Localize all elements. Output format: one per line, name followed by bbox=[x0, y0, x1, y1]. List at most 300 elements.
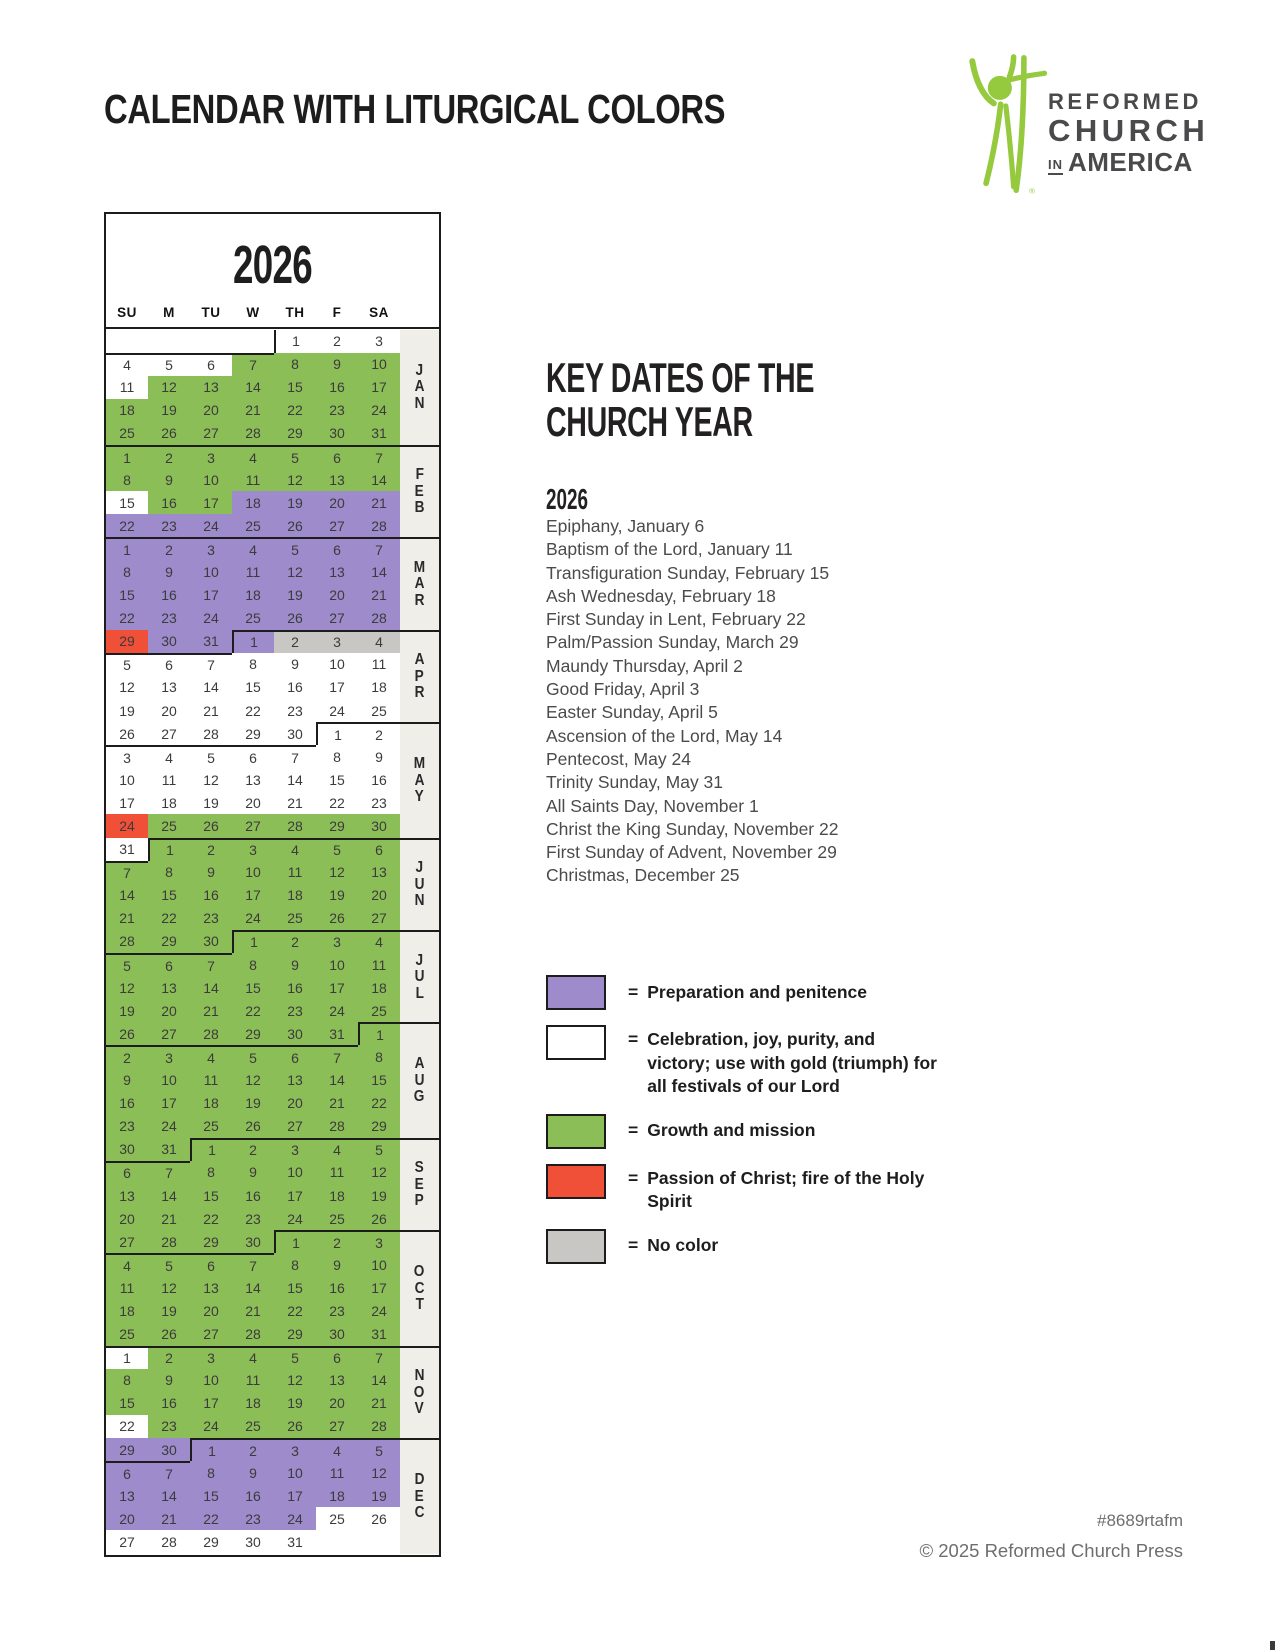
day-cell: 12 bbox=[358, 1161, 400, 1184]
weekday-label: SA bbox=[369, 305, 389, 320]
day-cell: 5 bbox=[232, 1045, 274, 1068]
day-cell: 27 bbox=[106, 1230, 148, 1253]
day-cell: 16 bbox=[232, 1484, 274, 1507]
day-cell bbox=[316, 1530, 358, 1553]
day-cell: 13 bbox=[274, 1069, 316, 1092]
day-cell: 21 bbox=[358, 491, 400, 514]
day-cell: 4 bbox=[106, 1253, 148, 1276]
day-cell: 14 bbox=[190, 676, 232, 699]
day-cell: 7 bbox=[190, 653, 232, 676]
day-cell: 5 bbox=[190, 745, 232, 768]
month-label-apr bbox=[400, 630, 439, 722]
day-cell: 28 bbox=[274, 814, 316, 837]
day-cell bbox=[190, 330, 232, 353]
day-cell: 5 bbox=[358, 1138, 400, 1161]
day-cell: 30 bbox=[148, 630, 190, 653]
day-cell: 4 bbox=[358, 630, 400, 653]
day-cell: 10 bbox=[232, 861, 274, 884]
day-cell: 25 bbox=[232, 607, 274, 630]
day-cell: 9 bbox=[274, 653, 316, 676]
day-cell: 7 bbox=[358, 537, 400, 560]
day-cell: 30 bbox=[106, 1138, 148, 1161]
day-cell: 24 bbox=[190, 607, 232, 630]
day-cell: 9 bbox=[316, 353, 358, 376]
weekday-header-row bbox=[106, 305, 400, 320]
month-label-letter: N bbox=[414, 1367, 425, 1385]
day-cell: 21 bbox=[148, 1207, 190, 1230]
day-cell: 25 bbox=[358, 999, 400, 1022]
key-date-item: Ash Wednesday, February 18 bbox=[546, 585, 776, 606]
day-cell: 27 bbox=[190, 1323, 232, 1346]
day-cell: 22 bbox=[148, 907, 190, 930]
day-cell: 18 bbox=[232, 1392, 274, 1415]
day-cell: 27 bbox=[316, 1415, 358, 1438]
month-label-sep bbox=[400, 1138, 439, 1230]
day-cell: 5 bbox=[148, 1253, 190, 1276]
month-label-letter: F bbox=[415, 466, 424, 484]
day-cell: 21 bbox=[148, 1507, 190, 1530]
day-cell: 5 bbox=[106, 953, 148, 976]
legend-swatch bbox=[546, 975, 606, 1010]
day-cell: 27 bbox=[106, 1530, 148, 1553]
day-cell: 9 bbox=[148, 1369, 190, 1392]
day-cell: 10 bbox=[358, 353, 400, 376]
day-cell: 15 bbox=[232, 676, 274, 699]
day-cell: 17 bbox=[358, 1276, 400, 1299]
day-cell: 1 bbox=[358, 1022, 400, 1045]
month-label-letter: J bbox=[415, 859, 424, 877]
legend-swatch bbox=[546, 1229, 606, 1264]
weekday-label: TU bbox=[201, 305, 221, 320]
day-cell: 25 bbox=[148, 814, 190, 837]
day-cell: 3 bbox=[190, 537, 232, 560]
day-cell: 4 bbox=[106, 353, 148, 376]
day-cell: 16 bbox=[148, 491, 190, 514]
day-cell: 1 bbox=[232, 930, 274, 953]
day-cell: 28 bbox=[190, 1022, 232, 1045]
key-dates-heading bbox=[546, 356, 814, 444]
legend-item bbox=[546, 1229, 1006, 1264]
day-cell: 18 bbox=[358, 676, 400, 699]
day-cell: 18 bbox=[232, 584, 274, 607]
day-cell: 15 bbox=[190, 1484, 232, 1507]
day-cell: 31 bbox=[106, 838, 148, 861]
day-cell: 15 bbox=[316, 768, 358, 791]
day-cell: 19 bbox=[106, 699, 148, 722]
footer-copyright: © 2025 Reformed Church Press bbox=[919, 1540, 1183, 1561]
day-cell: 30 bbox=[316, 422, 358, 445]
day-cell: 12 bbox=[316, 861, 358, 884]
month-label-jan bbox=[400, 330, 439, 446]
day-cell: 12 bbox=[232, 1069, 274, 1092]
day-cell: 29 bbox=[190, 1530, 232, 1553]
day-cell: 5 bbox=[274, 537, 316, 560]
day-cell: 1 bbox=[106, 445, 148, 468]
legend-item bbox=[546, 1114, 1006, 1149]
day-cell: 10 bbox=[358, 1253, 400, 1276]
day-cell: 24 bbox=[358, 1299, 400, 1322]
day-cell: 2 bbox=[148, 537, 190, 560]
day-cell: 15 bbox=[274, 376, 316, 399]
day-cell: 8 bbox=[232, 953, 274, 976]
key-date-item: Pentecost, May 24 bbox=[546, 748, 691, 769]
day-cell: 19 bbox=[274, 584, 316, 607]
day-cell: 20 bbox=[190, 1299, 232, 1322]
month-label-letter: U bbox=[414, 968, 425, 985]
month-label-letter: O bbox=[414, 1263, 425, 1281]
day-cell: 29 bbox=[316, 814, 358, 837]
day-cell: 7 bbox=[232, 353, 274, 376]
day-cell: 3 bbox=[190, 1346, 232, 1369]
day-cell: 2 bbox=[148, 1346, 190, 1369]
day-cell: 28 bbox=[232, 422, 274, 445]
day-cell: 5 bbox=[316, 838, 358, 861]
day-cell: 18 bbox=[190, 1092, 232, 1115]
day-cell: 15 bbox=[148, 884, 190, 907]
day-cell: 29 bbox=[274, 1323, 316, 1346]
day-cell: 18 bbox=[358, 976, 400, 999]
key-date-item: Palm/Passion Sunday, March 29 bbox=[546, 632, 799, 653]
day-cell: 1 bbox=[190, 1138, 232, 1161]
day-cell: 13 bbox=[316, 1369, 358, 1392]
legend-item bbox=[546, 1025, 1006, 1099]
day-cell: 20 bbox=[316, 1392, 358, 1415]
month-label-letter: L bbox=[415, 984, 424, 1002]
day-cell: 6 bbox=[148, 953, 190, 976]
day-cell: 19 bbox=[358, 1484, 400, 1507]
day-cell: 9 bbox=[190, 861, 232, 884]
day-cell: 3 bbox=[316, 630, 358, 653]
day-cell: 29 bbox=[190, 1230, 232, 1253]
day-cell: 17 bbox=[316, 676, 358, 699]
day-cell: 10 bbox=[148, 1069, 190, 1092]
day-cell bbox=[232, 330, 274, 353]
day-cell: 18 bbox=[316, 1484, 358, 1507]
month-label-letter: A bbox=[414, 651, 425, 669]
day-cell: 17 bbox=[148, 1092, 190, 1115]
month-label-letter: V bbox=[414, 1400, 425, 1418]
month-label-letter: J bbox=[415, 361, 424, 379]
key-dates-year: 2026 bbox=[546, 484, 588, 516]
day-cell: 22 bbox=[106, 607, 148, 630]
day-cell: 13 bbox=[358, 861, 400, 884]
day-cell: 24 bbox=[316, 999, 358, 1022]
day-cell: 13 bbox=[190, 376, 232, 399]
day-cell: 11 bbox=[148, 768, 190, 791]
day-cell: 23 bbox=[274, 699, 316, 722]
day-cell: 9 bbox=[232, 1461, 274, 1484]
day-cell: 14 bbox=[148, 1484, 190, 1507]
day-cell: 4 bbox=[274, 838, 316, 861]
key-date-item: Christmas, December 25 bbox=[546, 865, 740, 886]
day-cell: 19 bbox=[274, 1392, 316, 1415]
day-cell: 8 bbox=[106, 468, 148, 491]
legend-label: No color bbox=[647, 1235, 719, 1256]
day-cell: 13 bbox=[148, 976, 190, 999]
day-cell: 27 bbox=[148, 1022, 190, 1045]
day-cell: 21 bbox=[190, 999, 232, 1022]
day-cell: 20 bbox=[232, 791, 274, 814]
month-label-letter: R bbox=[414, 684, 425, 702]
day-cell: 2 bbox=[148, 445, 190, 468]
day-cell: 8 bbox=[106, 560, 148, 583]
month-label-letter: A bbox=[414, 378, 425, 395]
day-cell: 28 bbox=[358, 1415, 400, 1438]
legend-item bbox=[546, 975, 1006, 1010]
day-cell: 9 bbox=[274, 953, 316, 976]
day-cell: 23 bbox=[316, 399, 358, 422]
day-cell: 24 bbox=[274, 1507, 316, 1530]
day-cell: 29 bbox=[106, 630, 148, 653]
day-cell: 10 bbox=[106, 768, 148, 791]
weekday-label: W bbox=[246, 305, 260, 320]
day-cell: 10 bbox=[190, 560, 232, 583]
day-cell: 25 bbox=[358, 699, 400, 722]
month-label-dec bbox=[400, 1438, 439, 1554]
day-cell: 6 bbox=[190, 1253, 232, 1276]
key-date-item: Ascension of the Lord, May 14 bbox=[546, 725, 783, 746]
day-cell: 10 bbox=[316, 953, 358, 976]
legend-label: Celebration, joy, purity, and victory; use with gold (triumph) for all festivals of our Lord bbox=[647, 1029, 937, 1096]
day-cell: 7 bbox=[148, 1461, 190, 1484]
day-cell: 26 bbox=[106, 1022, 148, 1045]
day-cell: 16 bbox=[190, 884, 232, 907]
day-cell: 10 bbox=[274, 1461, 316, 1484]
day-cell: 11 bbox=[106, 1276, 148, 1299]
day-cell: 16 bbox=[274, 676, 316, 699]
day-cell: 1 bbox=[274, 1230, 316, 1253]
day-cell: 16 bbox=[274, 976, 316, 999]
day-cell: 11 bbox=[316, 1461, 358, 1484]
day-cell: 31 bbox=[358, 422, 400, 445]
day-cell: 13 bbox=[232, 768, 274, 791]
day-cell: 12 bbox=[358, 1461, 400, 1484]
day-cell: 1 bbox=[190, 1438, 232, 1461]
day-cell: 7 bbox=[274, 745, 316, 768]
month-label-letter: P bbox=[414, 1192, 425, 1210]
day-cell: 22 bbox=[358, 1092, 400, 1115]
day-cell: 15 bbox=[274, 1276, 316, 1299]
day-cell: 14 bbox=[232, 376, 274, 399]
day-cell: 27 bbox=[316, 607, 358, 630]
month-label-letter: M bbox=[413, 755, 426, 773]
month-label-letter: B bbox=[414, 499, 425, 517]
day-cell: 23 bbox=[274, 999, 316, 1022]
day-cell: 22 bbox=[190, 1207, 232, 1230]
day-cell: 20 bbox=[148, 699, 190, 722]
day-cell: 26 bbox=[148, 422, 190, 445]
day-cell: 15 bbox=[232, 976, 274, 999]
day-cell: 22 bbox=[316, 791, 358, 814]
day-cell: 3 bbox=[316, 930, 358, 953]
day-cell: 2 bbox=[232, 1438, 274, 1461]
key-date-item: Christ the King Sunday, November 22 bbox=[546, 818, 839, 839]
day-cell: 17 bbox=[358, 376, 400, 399]
day-cell: 13 bbox=[106, 1184, 148, 1207]
day-cell: 24 bbox=[316, 699, 358, 722]
day-cell: 12 bbox=[274, 1369, 316, 1392]
day-cell: 22 bbox=[274, 1299, 316, 1322]
day-cell: 8 bbox=[316, 745, 358, 768]
day-cell: 26 bbox=[358, 1207, 400, 1230]
day-cell: 9 bbox=[316, 1253, 358, 1276]
day-cell bbox=[148, 330, 190, 353]
month-label-letter: T bbox=[415, 1296, 424, 1314]
day-cell: 4 bbox=[358, 930, 400, 953]
logo-line-reformed: REFORMED bbox=[1048, 89, 1202, 114]
day-cell: 24 bbox=[274, 1207, 316, 1230]
day-cell: 28 bbox=[106, 930, 148, 953]
day-cell: 19 bbox=[316, 884, 358, 907]
day-cell: 16 bbox=[148, 584, 190, 607]
day-cell: 17 bbox=[106, 791, 148, 814]
weekday-label: TH bbox=[285, 305, 305, 320]
day-cell bbox=[358, 1530, 400, 1553]
day-cell: 6 bbox=[232, 745, 274, 768]
legend-equals-sign: = bbox=[628, 1029, 639, 1049]
day-cell: 22 bbox=[190, 1507, 232, 1530]
day-cell: 18 bbox=[106, 1299, 148, 1322]
day-cell: 14 bbox=[358, 560, 400, 583]
day-cell: 8 bbox=[190, 1161, 232, 1184]
day-cell: 11 bbox=[232, 468, 274, 491]
day-cell: 2 bbox=[316, 330, 358, 353]
day-cell: 17 bbox=[274, 1184, 316, 1207]
day-cell: 2 bbox=[232, 1138, 274, 1161]
day-cell: 10 bbox=[190, 1369, 232, 1392]
day-cell: 19 bbox=[358, 1184, 400, 1207]
day-cell: 1 bbox=[106, 1346, 148, 1369]
day-cell: 28 bbox=[358, 607, 400, 630]
month-label-feb bbox=[400, 445, 439, 537]
day-cell: 27 bbox=[274, 1115, 316, 1138]
day-cell: 12 bbox=[106, 976, 148, 999]
day-cell: 20 bbox=[316, 491, 358, 514]
page-title: CALENDAR WITH LITURGICAL COLORS bbox=[104, 86, 726, 132]
day-cell: 14 bbox=[358, 1369, 400, 1392]
day-cell: 19 bbox=[148, 399, 190, 422]
day-cell: 24 bbox=[148, 1115, 190, 1138]
day-cell: 29 bbox=[148, 930, 190, 953]
day-cell: 23 bbox=[358, 791, 400, 814]
day-cell: 28 bbox=[358, 514, 400, 537]
day-cell: 20 bbox=[358, 884, 400, 907]
day-cell: 10 bbox=[316, 653, 358, 676]
key-dates-heading-line1: KEY DATES OF THE bbox=[546, 354, 815, 401]
key-date-item: Easter Sunday, April 5 bbox=[546, 702, 718, 723]
day-cell: 18 bbox=[148, 791, 190, 814]
legend-label: Preparation and penitence bbox=[647, 981, 868, 1002]
day-cell: 14 bbox=[232, 1276, 274, 1299]
month-label-letter: E bbox=[414, 482, 425, 500]
day-cell: 6 bbox=[148, 653, 190, 676]
day-cell: 14 bbox=[148, 1184, 190, 1207]
day-cell: 11 bbox=[106, 376, 148, 399]
legend-label: Growth and mission bbox=[647, 1120, 816, 1141]
day-cell: 15 bbox=[106, 584, 148, 607]
key-date-item: Trinity Sunday, May 31 bbox=[546, 772, 724, 793]
day-cell: 18 bbox=[106, 399, 148, 422]
logo-america-label: AMERICA bbox=[1068, 147, 1193, 177]
day-cell: 23 bbox=[148, 514, 190, 537]
day-cell: 29 bbox=[358, 1115, 400, 1138]
month-label-may bbox=[400, 722, 439, 838]
day-cell: 20 bbox=[274, 1092, 316, 1115]
month-label-nov bbox=[400, 1346, 439, 1438]
day-cell: 31 bbox=[190, 630, 232, 653]
day-cell: 28 bbox=[148, 1530, 190, 1553]
month-label-aug bbox=[400, 1022, 439, 1138]
day-cell: 16 bbox=[316, 376, 358, 399]
legend-item bbox=[546, 1164, 1006, 1214]
day-cell: 24 bbox=[358, 399, 400, 422]
day-cell: 26 bbox=[316, 907, 358, 930]
day-cell: 12 bbox=[148, 376, 190, 399]
month-label-letter: C bbox=[414, 1504, 425, 1522]
day-cell: 5 bbox=[106, 653, 148, 676]
day-cell: 29 bbox=[232, 722, 274, 745]
key-dates-list bbox=[546, 515, 838, 888]
day-cell: 30 bbox=[190, 930, 232, 953]
day-cell: 2 bbox=[274, 630, 316, 653]
logo-line-church: CHURCH bbox=[1048, 113, 1210, 148]
day-cell: 18 bbox=[232, 491, 274, 514]
day-cell: 15 bbox=[358, 1069, 400, 1092]
day-cell: 11 bbox=[274, 861, 316, 884]
day-cell: 26 bbox=[190, 814, 232, 837]
day-cell: 4 bbox=[232, 537, 274, 560]
calendar-panel bbox=[104, 212, 441, 1557]
day-cell: 30 bbox=[148, 1438, 190, 1461]
day-cell: 13 bbox=[106, 1484, 148, 1507]
day-cell: 17 bbox=[232, 884, 274, 907]
day-cell: 21 bbox=[232, 1299, 274, 1322]
day-cell: 27 bbox=[190, 422, 232, 445]
day-cell: 8 bbox=[148, 861, 190, 884]
footer-code: #8689rtafm bbox=[1097, 1511, 1183, 1530]
key-date-item: All Saints Day, November 1 bbox=[546, 795, 759, 816]
day-cell: 5 bbox=[358, 1438, 400, 1461]
month-label-letter: J bbox=[415, 951, 424, 969]
day-cell: 25 bbox=[232, 1415, 274, 1438]
day-cell: 12 bbox=[190, 768, 232, 791]
svg-text:®: ® bbox=[1029, 186, 1035, 196]
day-cell: 29 bbox=[274, 422, 316, 445]
month-label-letter: O bbox=[414, 1383, 425, 1401]
day-cell: 12 bbox=[274, 560, 316, 583]
day-cell bbox=[106, 330, 148, 353]
day-cell: 15 bbox=[106, 1392, 148, 1415]
day-cell: 16 bbox=[232, 1184, 274, 1207]
day-cell: 8 bbox=[274, 353, 316, 376]
day-cell: 24 bbox=[106, 814, 148, 837]
day-cell: 31 bbox=[274, 1530, 316, 1553]
day-cell: 18 bbox=[316, 1184, 358, 1207]
legend-swatch bbox=[546, 1164, 606, 1199]
day-cell: 23 bbox=[106, 1115, 148, 1138]
legend-swatch bbox=[546, 1025, 606, 1060]
day-cell: 28 bbox=[190, 722, 232, 745]
day-cell: 23 bbox=[190, 907, 232, 930]
day-cell: 9 bbox=[148, 468, 190, 491]
day-cell: 16 bbox=[148, 1392, 190, 1415]
day-cell: 21 bbox=[274, 791, 316, 814]
month-label-letter: R bbox=[414, 591, 425, 609]
day-cell: 4 bbox=[190, 1045, 232, 1068]
day-cell: 6 bbox=[316, 445, 358, 468]
day-cell: 17 bbox=[190, 491, 232, 514]
month-label-oct bbox=[400, 1230, 439, 1346]
